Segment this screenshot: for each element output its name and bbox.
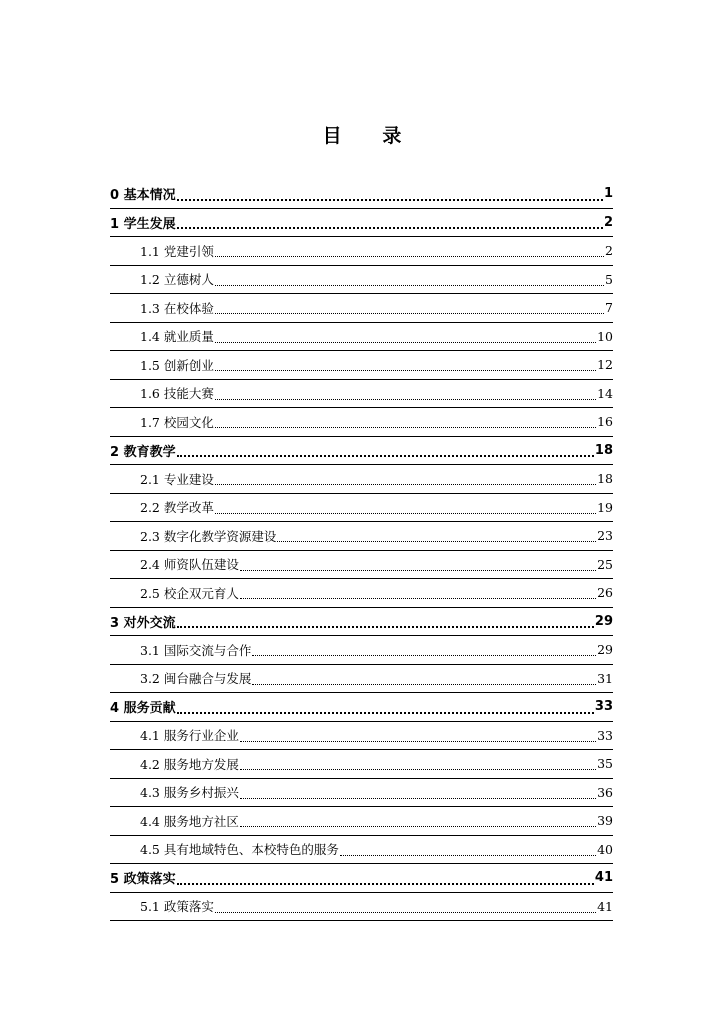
dot-leader	[177, 189, 603, 201]
toc-page-number: 10	[597, 328, 613, 344]
toc-entry-label: 4.3 服务乡村振兴	[140, 785, 239, 801]
toc-page-number: 12	[597, 357, 613, 373]
toc-page-number: 35	[597, 756, 613, 772]
toc-section-entry[interactable]	[110, 351, 613, 380]
toc-entry-label: 0 基本情况	[110, 188, 176, 204]
toc-entry-label: 1.6 技能大赛	[140, 386, 214, 402]
toc-page-number: 36	[597, 784, 613, 800]
dot-leader	[277, 531, 596, 542]
dot-leader	[177, 873, 594, 885]
toc-chapter-entry[interactable]	[110, 437, 613, 466]
toc-page-number: 40	[597, 841, 613, 857]
toc-section-entry[interactable]	[110, 237, 613, 266]
toc-chapter-entry[interactable]	[110, 608, 613, 637]
dot-leader	[215, 417, 596, 428]
dot-leader	[215, 275, 604, 286]
toc-entry-label: 2.5 校企双元育人	[140, 585, 239, 601]
toc-page-number: 5	[605, 271, 613, 287]
toc-entry-label: 2.4 师资队伍建设	[140, 557, 239, 573]
dot-leader	[215, 902, 596, 913]
toc-chapter-entry[interactable]	[110, 693, 613, 722]
toc-page-number: 1	[603, 186, 613, 202]
toc-section-entry[interactable]	[110, 408, 613, 437]
dot-leader	[252, 645, 596, 656]
toc-section-entry[interactable]	[110, 465, 613, 494]
toc-section-entry[interactable]	[110, 579, 613, 608]
toc-entry-label: 2 教育教学	[110, 444, 176, 460]
toc-section-entry[interactable]	[110, 551, 613, 580]
toc-entry-label: 2.2 教学改革	[140, 500, 214, 516]
toc-entry-label: 1.1 党建引领	[140, 243, 214, 259]
dot-leader	[215, 360, 596, 371]
toc-section-entry[interactable]	[110, 893, 613, 922]
toc-section-entry[interactable]	[110, 722, 613, 751]
table-of-contents	[110, 180, 613, 921]
toc-section-entry[interactable]	[110, 636, 613, 665]
toc-page-number: 2	[603, 214, 613, 230]
toc-entry-label: 4.5 具有地域特色、本校特色的服务	[140, 842, 339, 858]
dot-leader	[240, 759, 596, 770]
dot-leader	[177, 702, 594, 714]
dot-leader	[215, 303, 604, 314]
toc-page-number: 7	[605, 300, 613, 316]
dot-leader	[215, 246, 604, 257]
toc-entry-label: 1.3 在校体验	[140, 300, 214, 316]
toc-page-number: 29	[594, 613, 613, 629]
toc-page-number: 33	[594, 699, 613, 715]
toc-section-entry[interactable]	[110, 836, 613, 865]
toc-chapter-entry[interactable]	[110, 209, 613, 238]
toc-entry-label: 1 学生发展	[110, 216, 176, 232]
dot-leader	[252, 674, 596, 685]
toc-entry-label: 1.5 创新创业	[140, 357, 214, 373]
toc-section-entry[interactable]	[110, 522, 613, 551]
toc-entry-label: 5 政策落实	[110, 872, 176, 888]
toc-entry-label: 1.4 就业质量	[140, 329, 214, 345]
dot-leader	[215, 503, 596, 514]
toc-section-entry[interactable]	[110, 266, 613, 295]
dot-leader	[240, 560, 596, 571]
toc-page-number: 25	[597, 556, 613, 572]
dot-leader	[215, 474, 596, 485]
dot-leader	[240, 788, 596, 799]
toc-page-number: 18	[597, 471, 613, 487]
toc-section-entry[interactable]	[110, 494, 613, 523]
dot-leader	[215, 389, 596, 400]
toc-chapter-entry[interactable]	[110, 864, 613, 893]
toc-page-number: 31	[597, 670, 613, 686]
toc-page-number: 41	[597, 898, 613, 914]
toc-entry-label: 1.2 立德树人	[140, 272, 214, 288]
toc-entry-label: 3 对外交流	[110, 615, 176, 631]
toc-page-number: 14	[597, 385, 613, 401]
toc-page-number: 33	[597, 727, 613, 743]
dot-leader	[215, 332, 596, 343]
toc-section-entry[interactable]	[110, 380, 613, 409]
toc-page-number: 39	[597, 813, 613, 829]
toc-page-number: 29	[597, 642, 613, 658]
toc-entry-label: 3.1 国际交流与合作	[140, 642, 252, 658]
toc-entry-label: 2.3 数字化教学资源建设	[140, 528, 277, 544]
dot-leader	[177, 217, 603, 229]
toc-section-entry[interactable]	[110, 323, 613, 352]
toc-entry-label: 2.1 专业建设	[140, 471, 214, 487]
toc-entry-label: 3.2 闽台融合与发展	[140, 671, 252, 687]
toc-entry-label: 1.7 校园文化	[140, 414, 214, 430]
dot-leader	[177, 445, 594, 457]
toc-section-entry[interactable]	[110, 750, 613, 779]
toc-entry-label: 4.4 服务地方社区	[140, 813, 239, 829]
dot-leader	[177, 616, 594, 628]
toc-entry-label: 4.1 服务行业企业	[140, 728, 239, 744]
toc-section-entry[interactable]	[110, 807, 613, 836]
toc-page-number: 2	[605, 243, 613, 259]
toc-page-number: 41	[594, 870, 613, 886]
toc-entry-label: 4 服务贡献	[110, 701, 176, 717]
dot-leader	[240, 731, 596, 742]
dot-leader	[340, 845, 596, 856]
toc-section-entry[interactable]	[110, 779, 613, 808]
toc-page-number: 19	[597, 499, 613, 515]
toc-entry-label: 5.1 政策落实	[140, 899, 214, 915]
toc-entry-label: 4.2 服务地方发展	[140, 756, 239, 772]
toc-section-entry[interactable]	[110, 665, 613, 694]
page-title: 目 录	[322, 125, 419, 147]
toc-section-entry[interactable]	[110, 294, 613, 323]
toc-page-number: 16	[597, 414, 613, 430]
toc-page-number: 23	[597, 528, 613, 544]
toc-chapter-entry[interactable]	[110, 180, 613, 209]
toc-page-number: 26	[597, 585, 613, 601]
toc-page-number: 18	[594, 442, 613, 458]
dot-leader	[240, 588, 596, 599]
dot-leader	[240, 816, 596, 827]
